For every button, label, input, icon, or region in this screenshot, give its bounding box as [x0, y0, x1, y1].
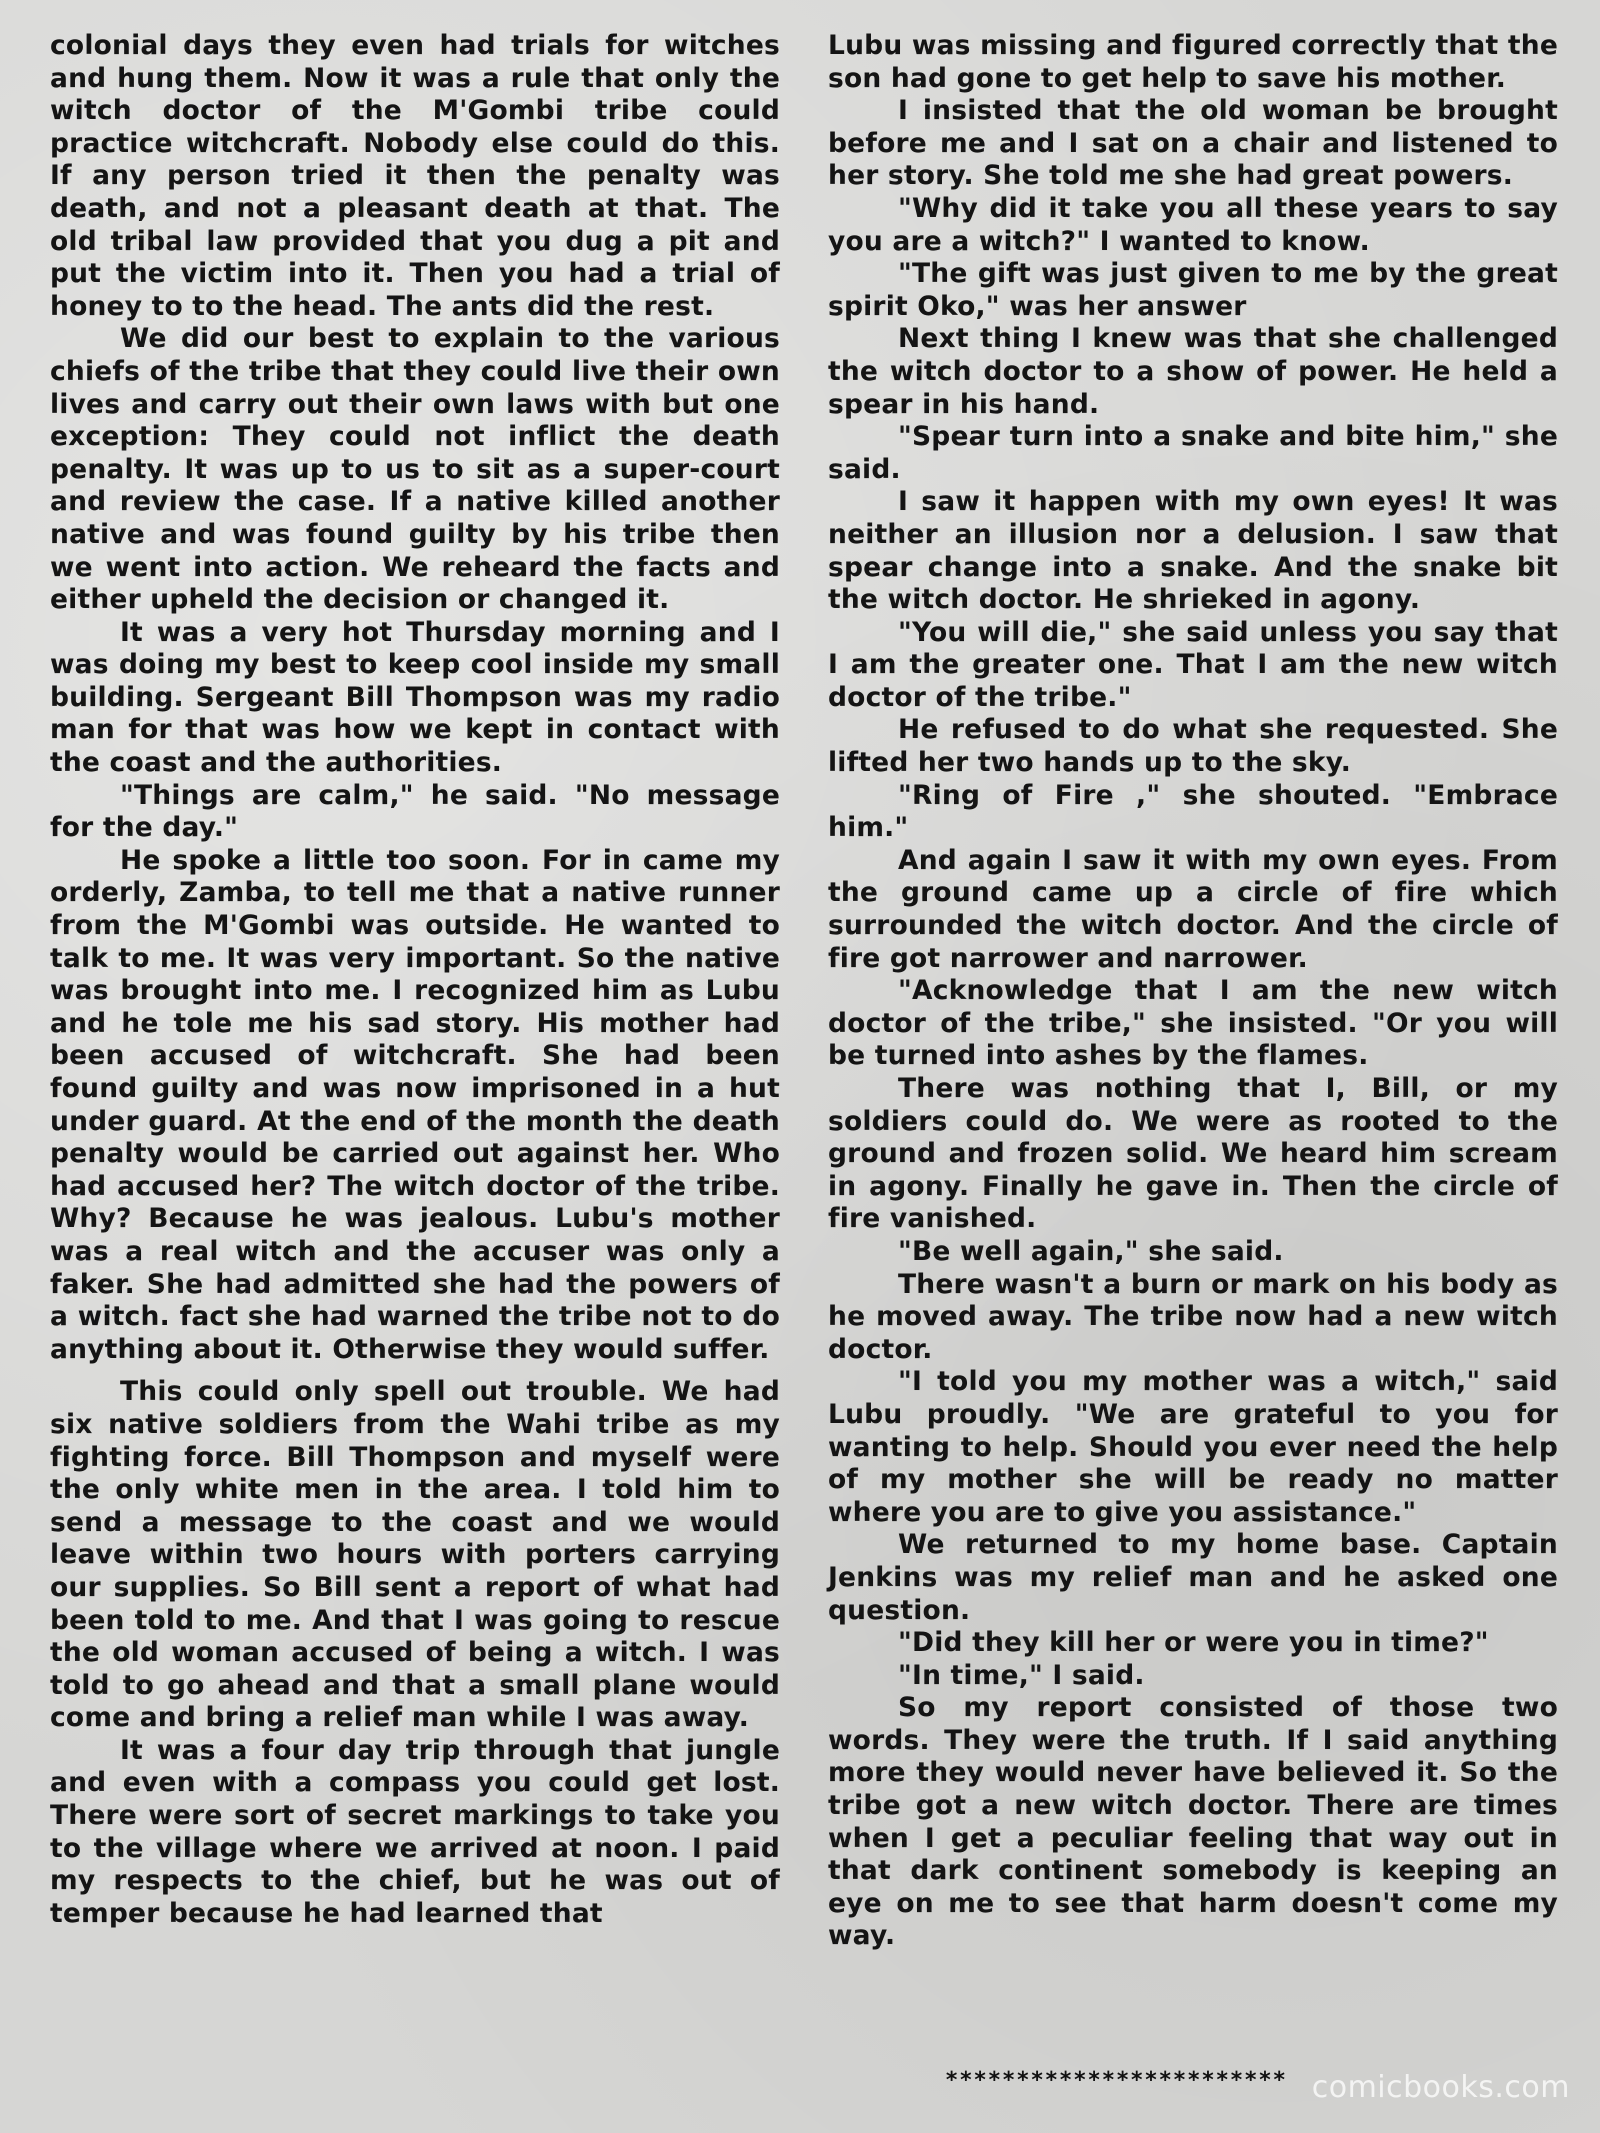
paragraph: So my report consisted of those two words. They were the truth. If I said anything more they would never have believed it. So the tribe got a new witch doctor. There are times when I get a peculiar feeling that way out in that dark continent somebody is keeping an eye on me to see that harm doesn't come my way. [828, 1692, 1558, 1952]
paragraph: "In time," I said. [898, 1659, 1145, 1691]
text-column-right [828, 30, 1558, 1953]
paragraph: Next thing I knew was that she challenged the witch doctor to a show of power. He held a spear in his hand. [828, 323, 1558, 420]
paragraph: "Things are calm," he said. "No message for the day." [50, 779, 780, 844]
paragraph: We did our best to explain to the various chiefs of the tribe that they could live their own lives and carry out their own laws with but one exception: They could not inflict the death penalty. It was up to us to sit as a super-court and review the case. If a native killed another native and was found guilty by his tribe then we went into action. We reheard the facts and either upheld the decision or changed it. [50, 323, 780, 616]
paragraph: I insisted that the old woman be brought before me and I sat on a chair and listened to her story. She told me she had great powers. [828, 95, 1558, 192]
paragraph: "Did they kill her or were you in time?" [898, 1627, 1489, 1659]
end-divider: ************************ [945, 2068, 1287, 2093]
paragraph: "Ring of Fire ," she shouted. "Embrace him." [828, 779, 1558, 844]
paragraph: He spoke a little too soon. For in came my orderly, Zamba, to tell me that a native runner from the M'Gombi was outside. He wanted to talk to me. It was very important. So the native was brought into me. I recognized him as Lubu and he tole me his sad story. His mother had been accused of witchcraft. She had been found guilty and was now imprisoned in a hut under guard. At the end of the month the death penalty would be carried out against her. Who had accused her? The witch doctor of the tribe. Why? Because he was jealous. Lubu's mother was a real witch and the accuser was only a faker. She had admitted she had the powers of a witch. fact she had warned the tribe not to do anything about it. Otherwise they would suffer. [50, 844, 780, 1365]
paragraph: "Be well again," she said. [898, 1235, 1284, 1267]
paragraph: It was a four day trip through that jungle and even with a compass you could get lost. There were sort of secret markings to take you to the village where we arrived at noon. I paid my respects to the chief, but he was out of temper because he had learned that [50, 1734, 780, 1929]
paragraph: We returned to my home base. Captain Jenkins was my relief man and he asked one question. [828, 1529, 1558, 1626]
paragraph: This could only spell out trouble. We had six native soldiers from the Wahi tribe as my fighting force. Bill Thompson and myself were the only white men in the area. I told him to send a message to the coast and we would leave within two hours with porters carrying our supplies. So Bill sent a report of what had been told to me. And that I was going to rescue the old woman accused of being a witch. I was told to go ahead and that a small plane would come and bring a relief man while I was away. [50, 1376, 780, 1734]
text-column-left [50, 30, 780, 1930]
paragraph: colonial days they even had trials for witches and hung them. Now it was a rule that only the witch doctor of the M'Gombi tribe could practice witchcraft. Nobody else could do this. If any person tried it then the penalty was death, and not a pleasant death at that. The old tribal law provided that you dug a pit and put the victim into it. Then you had a trial of honey to to the head. The ants did the rest. [50, 30, 780, 322]
paragraph: Lubu was missing and figured correctly that the son had gone to get help to save his mother. [828, 30, 1558, 94]
paragraph: I saw it happen with my own eyes! It was neither an illusion nor a delusion. I saw that spear change into a snake. And the snake bit the witch doctor. He shrieked in agony. [828, 486, 1558, 616]
paragraph: "You will die," she said unless you say that I am the greater one. That I am the new witch doctor of the tribe." [828, 616, 1558, 713]
paragraph: And again I saw it with my own eyes. From the ground came up a circle of fire which surrounded the witch doctor. And the circle of fire got narrower and narrower. [828, 844, 1558, 974]
paragraph: "Acknowledge that I am the new witch doctor of the tribe," she insisted. "Or you will be turned into ashes by the flames. [828, 975, 1558, 1072]
paragraph: There was nothing that I, Bill, or my soldiers could do. We were as rooted to the ground and frozen solid. We heard him scream in agony. Finally he gave in. Then the circle of fire vanished. [828, 1073, 1558, 1235]
paragraph: "I told you my mother was a witch," said Lubu proudly. "We are grateful to you for wanting to help. Should you ever need the help of my mother she will be ready no matter where you are to give you assistance." [828, 1366, 1558, 1528]
paragraph: There wasn't a burn or mark on his body as he moved away. The tribe now had a new witch doctor. [828, 1268, 1558, 1365]
paragraph: "The gift was just given to me by the great spirit Oko," was her answer [828, 258, 1558, 322]
paragraph: It was a very hot Thursday morning and I was doing my best to keep cool inside my small building. Sergeant Bill Thompson was my radio man for that was how we kept in contact with the coast and the authorities. [50, 616, 780, 779]
watermark: comicbooks.com [1311, 2070, 1570, 2105]
paragraph: "Why did it take you all these years to say you are a witch?" I wanted to know. [828, 192, 1558, 257]
paragraph: "Spear turn into a snake and bite him," she said. [828, 421, 1558, 485]
paragraph: He refused to do what she requested. She lifted her two hands up to the sky. [828, 714, 1558, 779]
